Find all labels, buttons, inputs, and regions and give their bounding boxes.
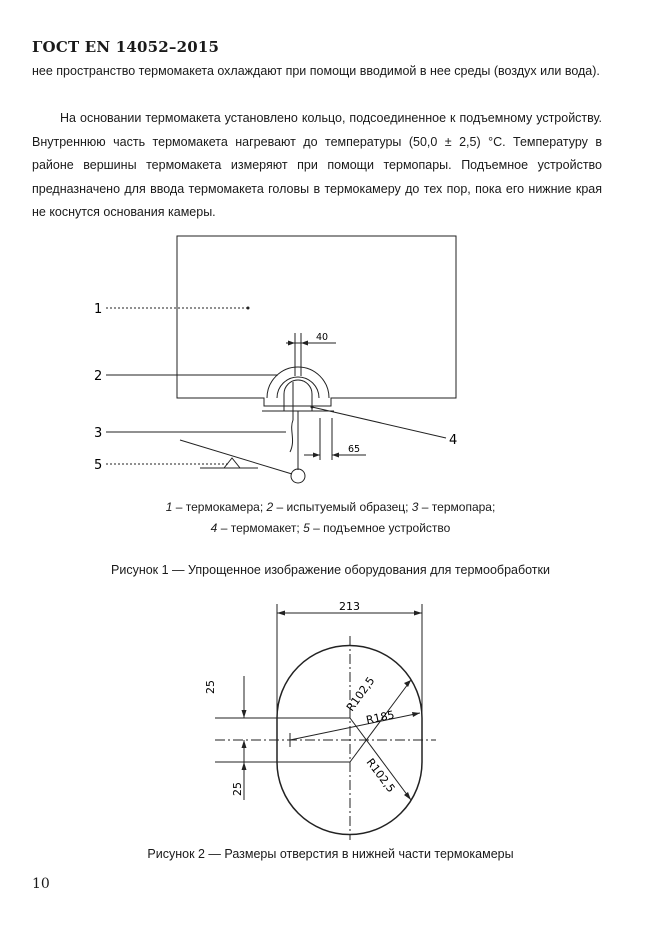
document-header: ГОСТ EN 14052–2015 — [32, 38, 220, 56]
figure-1-legend-line-2: 4 – термомакет; 5 – подъемное устройство — [210, 521, 451, 535]
dim-r-bot: R102,5 — [363, 755, 398, 796]
label-3: 3 — [94, 426, 103, 441]
dim-65: 65 — [348, 444, 361, 455]
dim-25-top: 25 — [204, 680, 217, 694]
figure-1-legend-line-1: 1 – термокамера; 2 – испытуемый образец; 3 – термопара; — [165, 500, 496, 514]
label-2: 2 — [94, 369, 103, 384]
dim-213: 213 — [339, 600, 360, 613]
label-4: 4 — [449, 433, 458, 448]
paragraph-1: нее пространство термомакета охлаждают при помощи вводимой в нее среды (воздух или вода). — [32, 64, 600, 78]
dim-25-bot: 25 — [231, 782, 244, 796]
dim-r-mid: R185 — [364, 708, 396, 727]
dim-r-top: R102,5 — [343, 674, 378, 714]
radius-mid-line — [290, 713, 420, 740]
paragraph-2: На основании термомакета установлено кольцо, подсоединенное к подъемному устройству. Внутреннюю часть термомакета нагревают до температуры (50,0 ± 2,5) °С. Температуру в районе вершины термомакета измеряют при помощи термопары. Подъемное устройство предназначено для ввода термомакета головы в термокамеру до тех пор, пока его нижние края не коснутся основания камеры. — [32, 111, 602, 219]
figure-1-caption: Рисунок 1 — Упрощенное изображение оборудования для термообработки — [111, 563, 550, 577]
radius-bot-line — [350, 718, 411, 800]
figure-2-caption: Рисунок 2 — Размеры отверстия в нижней части термокамеры — [147, 847, 514, 861]
label-5: 5 — [94, 458, 103, 473]
dim-40: 40 — [316, 332, 329, 343]
page-number: 10 — [32, 876, 50, 892]
label-1: 1 — [94, 302, 103, 317]
